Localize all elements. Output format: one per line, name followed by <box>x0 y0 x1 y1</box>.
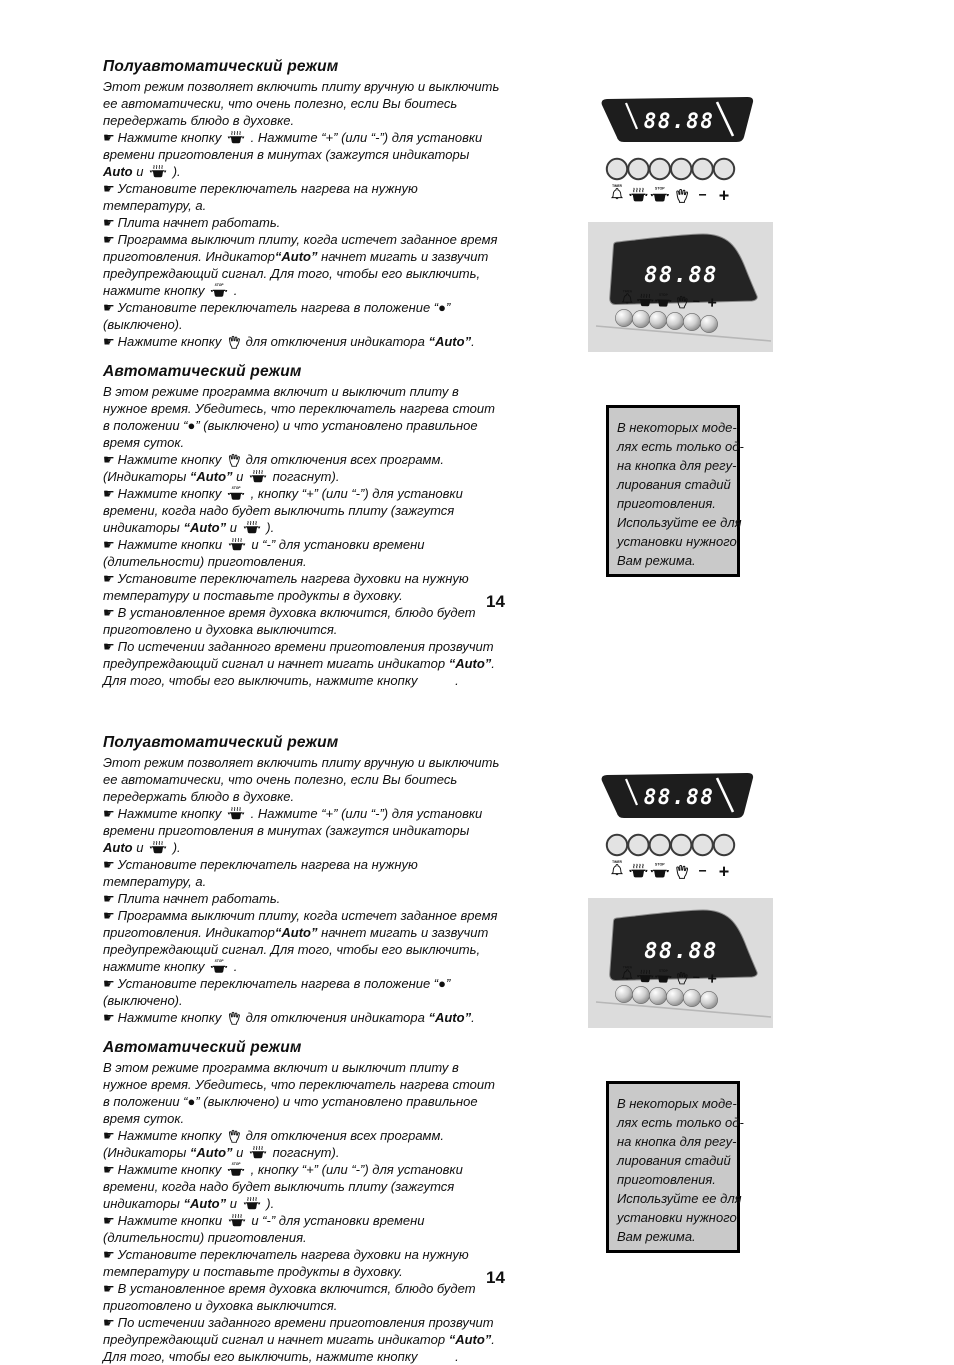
minus-button <box>683 989 700 1006</box>
pointing-hand-bullet-icon: ☛ <box>103 1213 115 1228</box>
instruction-item: ☛ Нажмите кнопку , кнопку “+” (или “-”) для установки времени, когда надо будет выключить плиту (зажгутся индикаторы “Auto” и ). <box>103 486 463 535</box>
instruction-item: ☛ Установите переключатель нагрева духовки на нужную температуру и поставьте продукты в духовку. <box>103 1247 469 1279</box>
cook-pot-icon <box>249 469 267 484</box>
pointing-hand-bullet-icon: ☛ <box>103 300 115 315</box>
plus-icon: + <box>707 970 718 989</box>
pointing-hand-bullet-icon: ☛ <box>103 571 115 586</box>
pointing-hand-bullet-icon: ☛ <box>103 857 115 872</box>
timer-button <box>615 309 632 326</box>
stop-pot-icon <box>651 863 669 878</box>
stop-pot-icon <box>227 485 245 501</box>
text-column <box>103 58 502 689</box>
cook-pot-icon <box>227 806 245 821</box>
manual-button <box>666 312 683 329</box>
timer-button <box>615 985 632 1002</box>
manual-button <box>671 835 691 855</box>
cook-pot-icon <box>629 864 647 877</box>
pointing-hand-bullet-icon: ☛ <box>103 806 115 821</box>
stop-time-button <box>650 835 670 855</box>
minus-button <box>692 159 712 179</box>
pointing-hand-bullet-icon: ☛ <box>103 605 115 620</box>
display-digits: 88.88 <box>644 939 718 964</box>
pointing-hand-bullet-icon: ☛ <box>103 891 115 906</box>
instruction-item: ☛ Плита начнет работать. <box>103 215 281 230</box>
note-box: В некоторых моде- лях есть только од- на кнопка для регу- лирования стадий приготовления. Используйте ее для установки нужного Вам режима. <box>606 405 740 577</box>
timer-bell-icon <box>612 184 623 199</box>
instruction-item: ☛ Установите переключатель нагрева в положение “●” (выключено). <box>103 976 451 1008</box>
hand-icon <box>677 865 688 878</box>
page-number: 14 <box>486 592 505 611</box>
pointing-hand-bullet-icon: ☛ <box>103 486 115 501</box>
pointing-hand-bullet-icon: ☛ <box>103 181 115 196</box>
plus-icon: + <box>718 861 730 882</box>
instruction-item: ☛ По истечении заданного времени приготовления прозвучит предупреждающий сигнал и начнет мигать индикатор “Auto”. Для того, чтобы его выключить, нажмите кнопку . <box>103 639 495 688</box>
minus-icon: − <box>698 186 707 203</box>
hand-icon <box>227 334 240 349</box>
display-digits: 88.88 <box>643 785 715 809</box>
pointing-hand-bullet-icon: ☛ <box>103 1162 115 1177</box>
control-buttons-illustration <box>605 833 745 883</box>
manual-button <box>671 159 691 179</box>
instruction-item: ☛ Нажмите кнопку . Нажмите “+” (или “-”) для установки времени приготовления в минутах (зажгутся индикаторы Auto и ). <box>103 130 483 179</box>
cook-duration-button <box>628 159 648 179</box>
text-column <box>103 734 502 1365</box>
plus-icon: + <box>707 294 718 313</box>
cook-pot-icon <box>243 1196 261 1211</box>
hand-icon <box>677 189 688 202</box>
cook-pot-icon <box>228 537 246 552</box>
instruction-item: ☛ Программа выключит плиту, когда истечет заданное время приготовления. Индикатор“Auto” начнет мигать и зазвучит предупреждающий сигнал. Для того, чтобы его выключить, нажмите кнопку . <box>103 232 498 298</box>
pointing-hand-bullet-icon: ☛ <box>103 1247 115 1262</box>
minus-icon: − <box>692 294 701 309</box>
plus-button <box>700 315 717 332</box>
minus-icon: − <box>692 970 701 985</box>
cook-pot-icon <box>243 520 261 535</box>
section-intro: Этот режим позволяет включить плиту вручную и выключить ее автоматически, что очень полезно, если Вы боитесь передержать блюдо в духовке. <box>103 79 500 128</box>
cook-pot-icon <box>149 164 167 179</box>
instruction-item: ☛ В установленное время духовка включится, блюдо будет приготовлено и духовка выключится. <box>103 1281 476 1313</box>
instruction-item: ☛ По истечении заданного времени приготовления прозвучит предупреждающий сигнал и начнет мигать индикатор “Auto”. Для того, чтобы его выключить, нажмите кнопку . <box>103 1315 495 1364</box>
cook-duration-button <box>628 835 648 855</box>
section-intro: В этом режиме программа включит и выключит плиту в нужное время. Убедитесь, что переключатель нагрева стоит в положении “●” (выключено) и что установлено правильное время суток. <box>103 1060 495 1126</box>
instruction-item: ☛ Нажмите кнопки и “-” для установки времени (длительности) приготовления. <box>103 537 425 569</box>
timer-button <box>607 835 627 855</box>
pointing-hand-bullet-icon: ☛ <box>103 1128 115 1143</box>
section-title-semiauto: Полуавтоматический режим <box>103 734 339 751</box>
cook-duration-button <box>632 986 649 1003</box>
timer-display-illustration <box>598 96 760 144</box>
timer-bell-icon <box>612 860 623 875</box>
cook-pot-icon <box>227 130 245 145</box>
timer-display-illustration <box>598 772 760 820</box>
instruction-item: ☛ Плита начнет работать. <box>103 891 281 906</box>
pointing-hand-bullet-icon: ☛ <box>103 334 115 349</box>
timer-panel-illustration <box>588 896 778 1030</box>
instruction-item: ☛ Установите переключатель нагрева на нужную температуру, а. <box>103 181 418 213</box>
plus-button <box>700 991 717 1008</box>
instruction-item: ☛ Программа выключит плиту, когда истечет заданное время приготовления. Индикатор“Auto” начнет мигать и зазвучит предупреждающий сигнал. Для того, чтобы его выключить, нажмите кнопку . <box>103 908 498 974</box>
hand-icon <box>227 1128 240 1143</box>
section-intro: Этот режим позволяет включить плиту вручную и выключить ее автоматически, что очень полезно, если Вы боитесь передержать блюдо в духовке. <box>103 755 500 804</box>
pointing-hand-bullet-icon: ☛ <box>103 537 115 552</box>
instruction-item: ☛ Нажмите кнопку для отключения индикатора “Auto”. <box>103 1010 475 1025</box>
instruction-item: ☛ Установите переключатель нагрева духовки на нужную температуру и поставьте продукты в духовку. <box>103 571 469 603</box>
pointing-hand-bullet-icon: ☛ <box>103 1315 115 1330</box>
page-half <box>0 676 954 1364</box>
cook-pot-icon <box>149 840 167 855</box>
section-intro: В этом режиме программа включит и выключит плиту в нужное время. Убедитесь, что переключатель нагрева стоит в положении “●” (выключено) и что установлено правильное время суток. <box>103 384 495 450</box>
instruction-item: ☛ Нажмите кнопку . Нажмите “+” (или “-”) для установки времени приготовления в минутах (зажгутся индикаторы Auto и ). <box>103 806 483 855</box>
instruction-item: ☛ Установите переключатель нагрева на нужную температуру, а. <box>103 857 418 889</box>
pointing-hand-bullet-icon: ☛ <box>103 232 115 247</box>
instruction-item: ☛ Нажмите кнопку для отключения всех программ. (Индикаторы “Auto” и погаснут). <box>103 452 444 484</box>
display-digits: 88.88 <box>643 109 715 133</box>
note-box: В некоторых моде- лях есть только од- на кнопка для регу- лирования стадий приготовления. Используйте ее для установки нужного Вам режима. <box>606 1081 740 1253</box>
timer-button <box>607 159 627 179</box>
instruction-item: ☛ Нажмите кнопки и “-” для установки времени (длительности) приготовления. <box>103 1213 425 1245</box>
cook-pot-icon <box>249 1145 267 1160</box>
pointing-hand-bullet-icon: ☛ <box>103 130 115 145</box>
page-number: 14 <box>486 1268 505 1287</box>
display-digits: 88.88 <box>644 263 718 288</box>
hand-icon <box>227 452 240 467</box>
pointing-hand-bullet-icon: ☛ <box>103 908 115 923</box>
manual-button <box>666 988 683 1005</box>
pointing-hand-bullet-icon: ☛ <box>103 1010 115 1025</box>
plus-button <box>714 159 734 179</box>
section-title-auto: Автоматический режим <box>103 1039 302 1056</box>
pointing-hand-bullet-icon: ☛ <box>103 1281 115 1296</box>
section-title-semiauto: Полуавтоматический режим <box>103 58 339 75</box>
instruction-item: ☛ В установленное время духовка включится, блюдо будет приготовлено и духовка выключится. <box>103 605 476 637</box>
stop-pot-icon <box>227 1161 245 1177</box>
pointing-hand-bullet-icon: ☛ <box>103 976 115 991</box>
pointing-hand-bullet-icon: ☛ <box>103 639 115 654</box>
pointing-hand-bullet-icon: ☛ <box>103 215 115 230</box>
instruction-item: ☛ Нажмите кнопку для отключения всех программ. (Индикаторы “Auto” и погаснут). <box>103 1128 444 1160</box>
minus-button <box>692 835 712 855</box>
minus-button <box>683 313 700 330</box>
stop-pot-icon <box>210 282 228 298</box>
stop-time-button <box>649 311 666 328</box>
hand-icon <box>227 1010 240 1025</box>
cook-pot-icon <box>629 188 647 201</box>
control-buttons-illustration <box>605 157 745 207</box>
instruction-item: ☛ Нажмите кнопку для отключения индикатора “Auto”. <box>103 334 475 349</box>
plus-icon: + <box>718 185 730 206</box>
stop-time-button <box>649 987 666 1004</box>
cook-pot-icon <box>228 1213 246 1228</box>
stop-pot-icon <box>210 958 228 974</box>
instruction-item: ☛ Установите переключатель нагрева в положение “●” (выключено). <box>103 300 451 332</box>
section-title-auto: Автоматический режим <box>103 363 302 380</box>
cook-duration-button <box>632 310 649 327</box>
plus-button <box>714 835 734 855</box>
stop-time-button <box>650 159 670 179</box>
pointing-hand-bullet-icon: ☛ <box>103 452 115 467</box>
minus-icon: − <box>698 862 707 879</box>
stop-pot-icon <box>651 187 669 202</box>
instruction-item: ☛ Нажмите кнопку , кнопку “+” (или “-”) для установки времени, когда надо будет выключить плиту (зажгутся индикаторы “Auto” и ). <box>103 1162 463 1211</box>
timer-panel-illustration <box>588 220 778 354</box>
